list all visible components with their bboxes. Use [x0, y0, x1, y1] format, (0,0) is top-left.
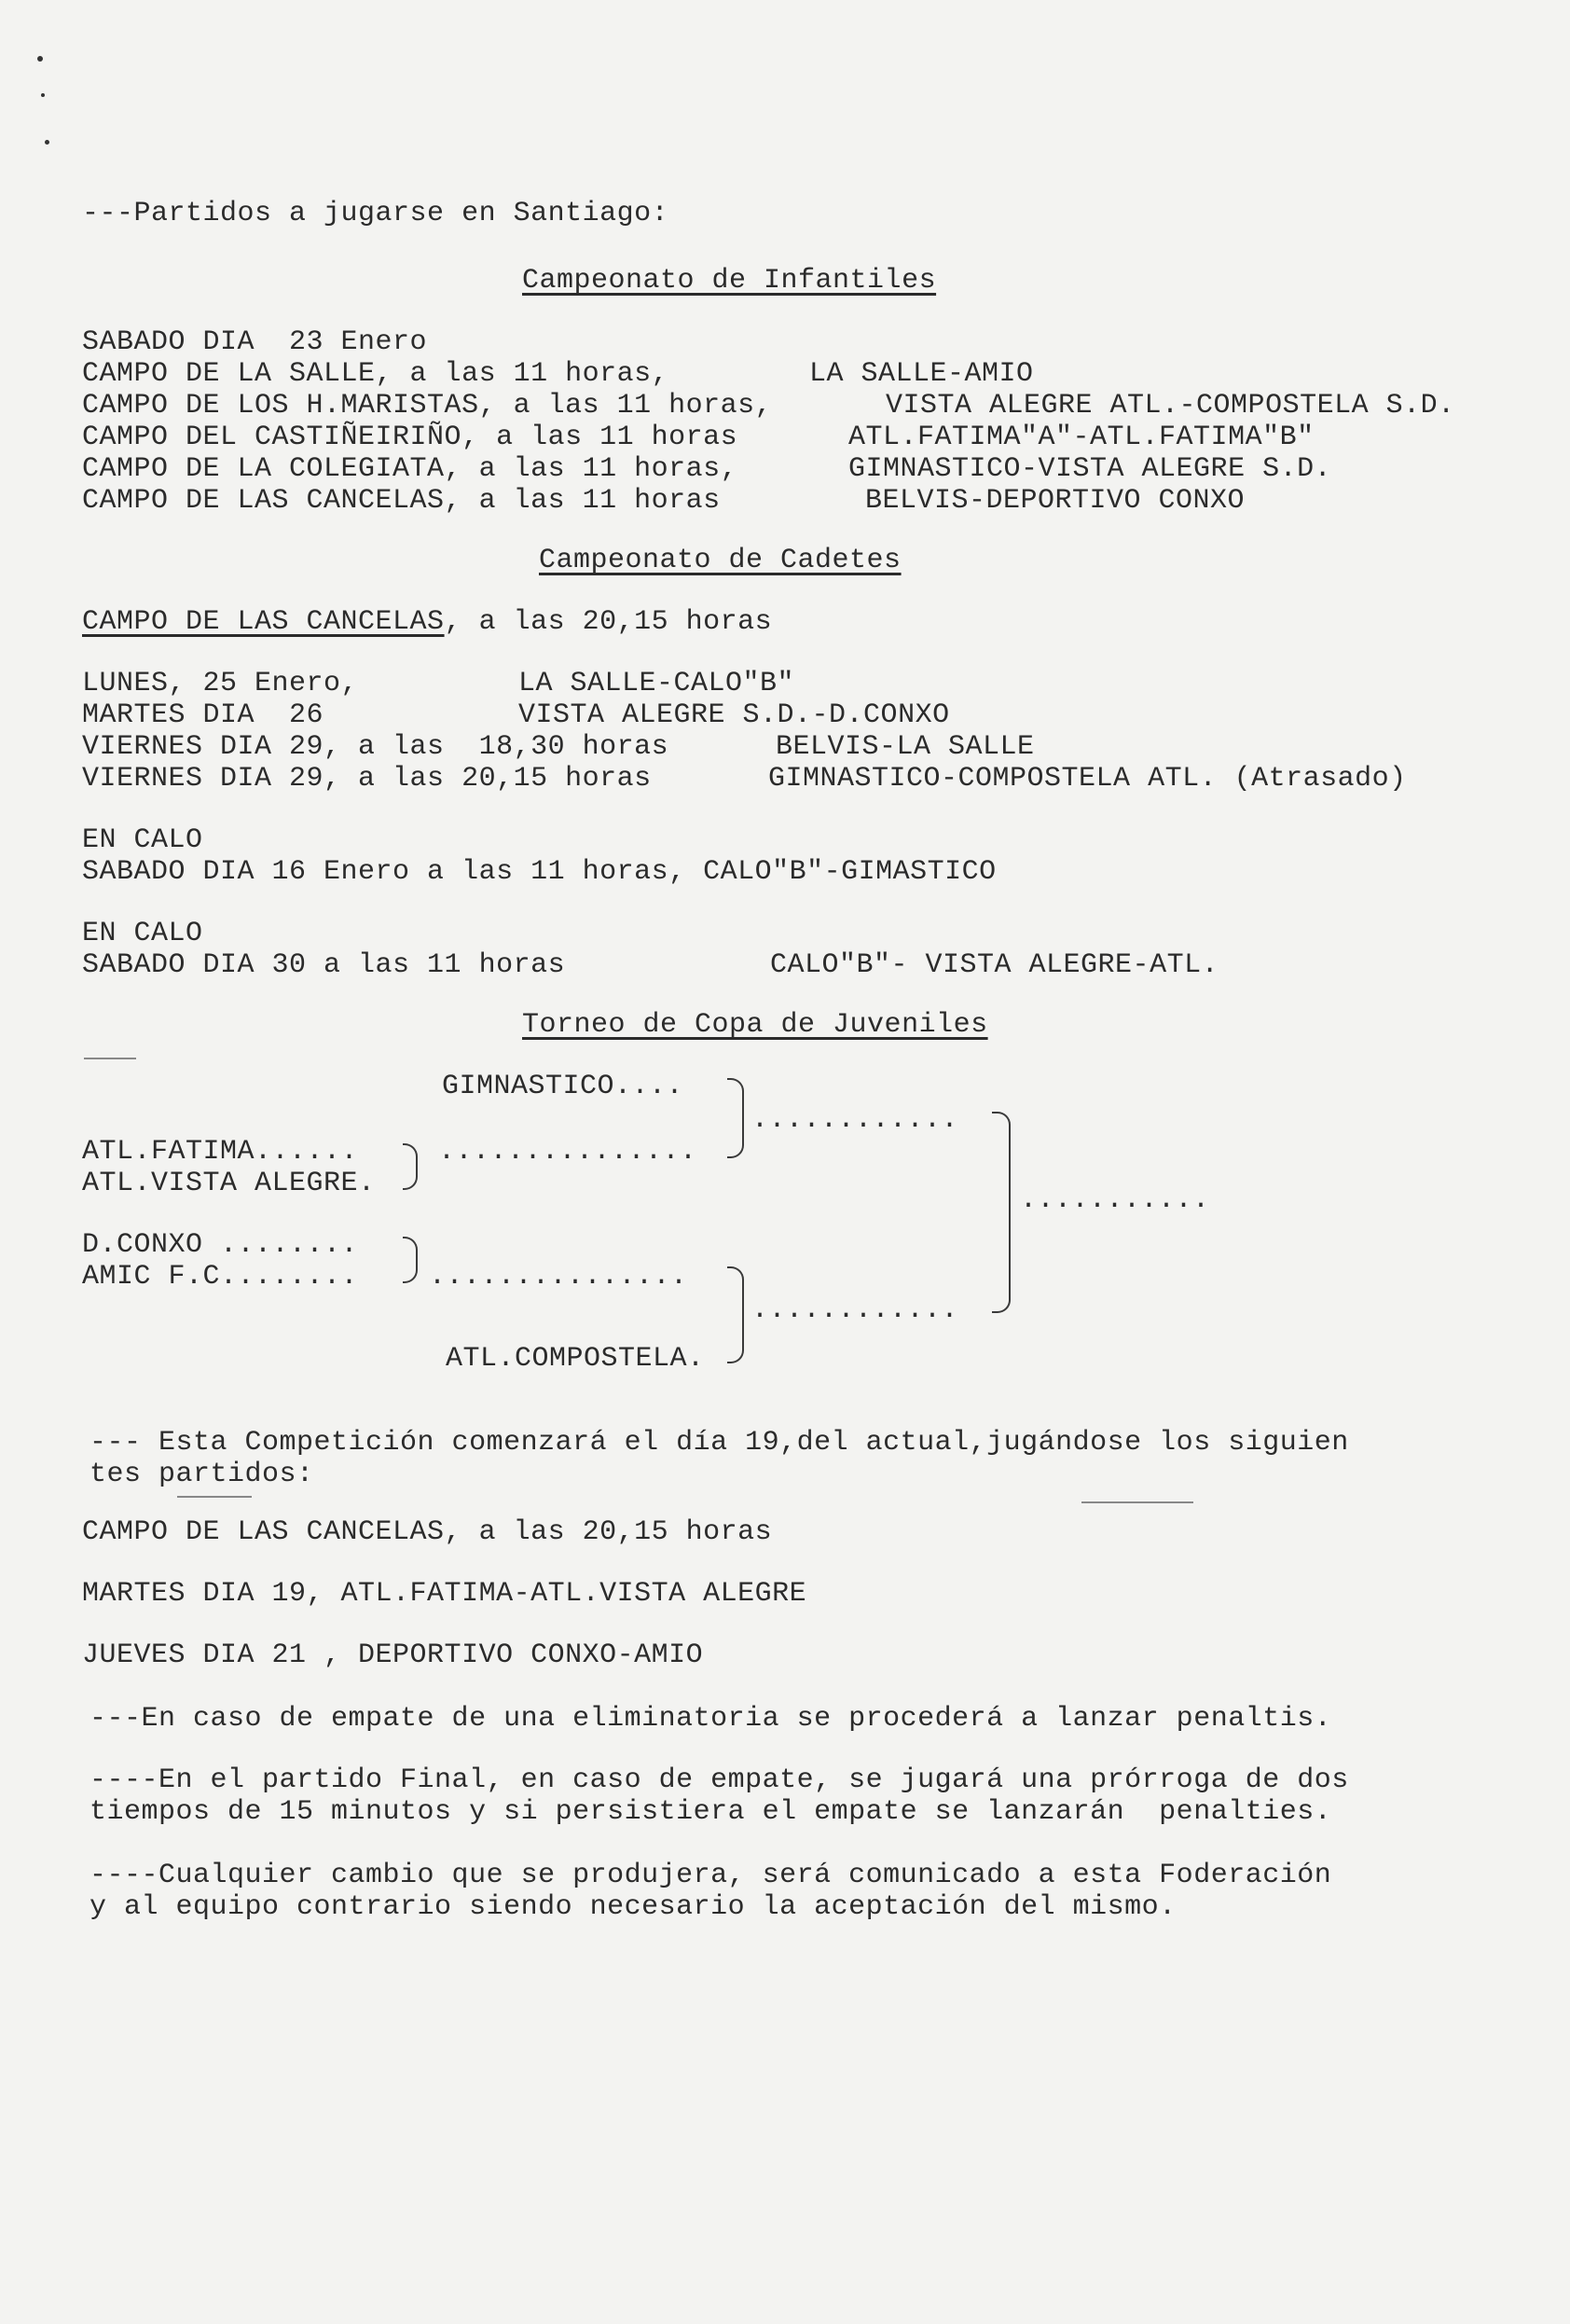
round1-dots: ............... [429, 1261, 688, 1293]
competition-note: tes partidos: [90, 1459, 314, 1490]
margin-mark [45, 140, 49, 145]
section-title-juveniles: Torneo de Copa de Juveniles [522, 1009, 988, 1041]
match-date: MARTES DIA 26 [82, 699, 324, 731]
team-compostela: ATL.COMPOSTELA. [446, 1343, 705, 1375]
calo-match: SABADO DIA 16 Enero a las 11 horas, CALO"B"-GIMASTICO [82, 856, 997, 888]
calo-match-teams: CALO"B"- VISTA ALEGRE-ATL. [770, 949, 1219, 981]
bracket-line [992, 1112, 1011, 1313]
bracket-line [403, 1143, 418, 1190]
calo-match-date: SABADO DIA 30 a las 11 horas [82, 949, 566, 981]
cadetes-venue [82, 606, 772, 638]
match-line: JUEVES DIA 21 , DEPORTIVO CONXO-AMIO [82, 1639, 704, 1671]
match-teams: GIMNASTICO-VISTA ALEGRE S.D. [848, 453, 1332, 485]
match-venue: CAMPO DE LA SALLE, a las 11 horas, [82, 358, 669, 390]
rule-line: tiempos de 15 minutos y si persistiera el empate se lanzarán penalties. [90, 1796, 1332, 1828]
match-teams: LA SALLE-AMIO [809, 358, 1034, 390]
final-dots: ........... [1020, 1184, 1210, 1216]
rule-line: y al equipo contrario siendo necesario la aceptación del mismo. [90, 1891, 1177, 1923]
team-amic: AMIC F.C........ [82, 1261, 359, 1293]
bracket-line [403, 1237, 418, 1283]
margin-dash [1081, 1501, 1193, 1503]
match-venue: CAMPO DEL CASTIÑEIRIÑO, a las 11 horas [82, 422, 738, 453]
rule-line: ----Cualquier cambio que se produjera, será comunicado a esta Foderación [90, 1860, 1332, 1891]
match-teams: BELVIS-DEPORTIVO CONXO [865, 485, 1246, 517]
section-title-infantiles: Campeonato de Infantiles [522, 265, 937, 297]
match-teams: GIMNASTICO-COMPOSTELA ATL. (Atrasado) [768, 763, 1407, 795]
match-venue: CAMPO DE LA COLEGIATA, a las 11 horas, [82, 453, 738, 485]
calo-heading: EN CALO [82, 824, 203, 856]
bracket-line [727, 1078, 744, 1158]
rule-line: ----En el partido Final, en caso de empate, se jugará una prórroga de dos [90, 1764, 1349, 1796]
team-vista-alegre: ATL.VISTA ALEGRE. [82, 1168, 376, 1199]
cadetes-venue-time: , a las 20,15 horas [444, 606, 773, 638]
rule-line: ---En caso de empate de una eliminatoria se procederá a lanzar penaltis. [90, 1703, 1332, 1735]
calo-heading: EN CALO [82, 918, 203, 949]
match-teams: VISTA ALEGRE S.D.-D.CONXO [518, 699, 950, 731]
match-teams: LA SALLE-CALO"B" [518, 668, 795, 699]
margin-mark [41, 93, 45, 97]
round2-dots: ............ [751, 1104, 959, 1136]
team-conxo: D.CONXO ........ [82, 1229, 359, 1261]
competition-note: --- Esta Competición comenzará el día 19,del actual,jugándose los siguien [90, 1427, 1349, 1459]
match-teams: BELVIS-LA SALLE [776, 731, 1035, 763]
match-venue: CAMPO DE LOS H.MARISTAS, a las 11 horas, [82, 390, 773, 422]
match-date: VIERNES DIA 29, a las 20,15 horas [82, 763, 652, 795]
margin-dash [84, 1058, 136, 1059]
round1-dots: ............... [438, 1136, 697, 1168]
match-date: LUNES, 25 Enero, [82, 668, 359, 699]
team-fatima: ATL.FATIMA...... [82, 1136, 359, 1168]
match-teams: VISTA ALEGRE ATL.-COMPOSTELA S.D. [886, 390, 1455, 422]
match-venue: CAMPO DE LAS CANCELAS, a las 11 horas [82, 485, 721, 517]
bracket-line [727, 1266, 744, 1363]
intro-line: ---Partidos a jugarse en Santiago: [82, 198, 669, 229]
cadetes-venue-name: CAMPO DE LAS CANCELAS [82, 606, 445, 638]
margin-mark [37, 56, 43, 62]
team-gimnastico: GIMNASTICO.... [442, 1071, 684, 1102]
match-teams: ATL.FATIMA"A"-ATL.FATIMA"B" [848, 422, 1315, 453]
section-title-cadetes: Campeonato de Cadetes [539, 545, 902, 576]
venue-line: CAMPO DE LAS CANCELAS, a las 20,15 horas [82, 1516, 773, 1548]
match-line: MARTES DIA 19, ATL.FATIMA-ATL.VISTA ALEGRE [82, 1578, 807, 1610]
match-date: VIERNES DIA 29, a las 18,30 horas [82, 731, 669, 763]
margin-dash [177, 1496, 252, 1498]
round2-dots: ............ [751, 1294, 959, 1326]
date-line: SABADO DIA 23 Enero [82, 326, 428, 358]
